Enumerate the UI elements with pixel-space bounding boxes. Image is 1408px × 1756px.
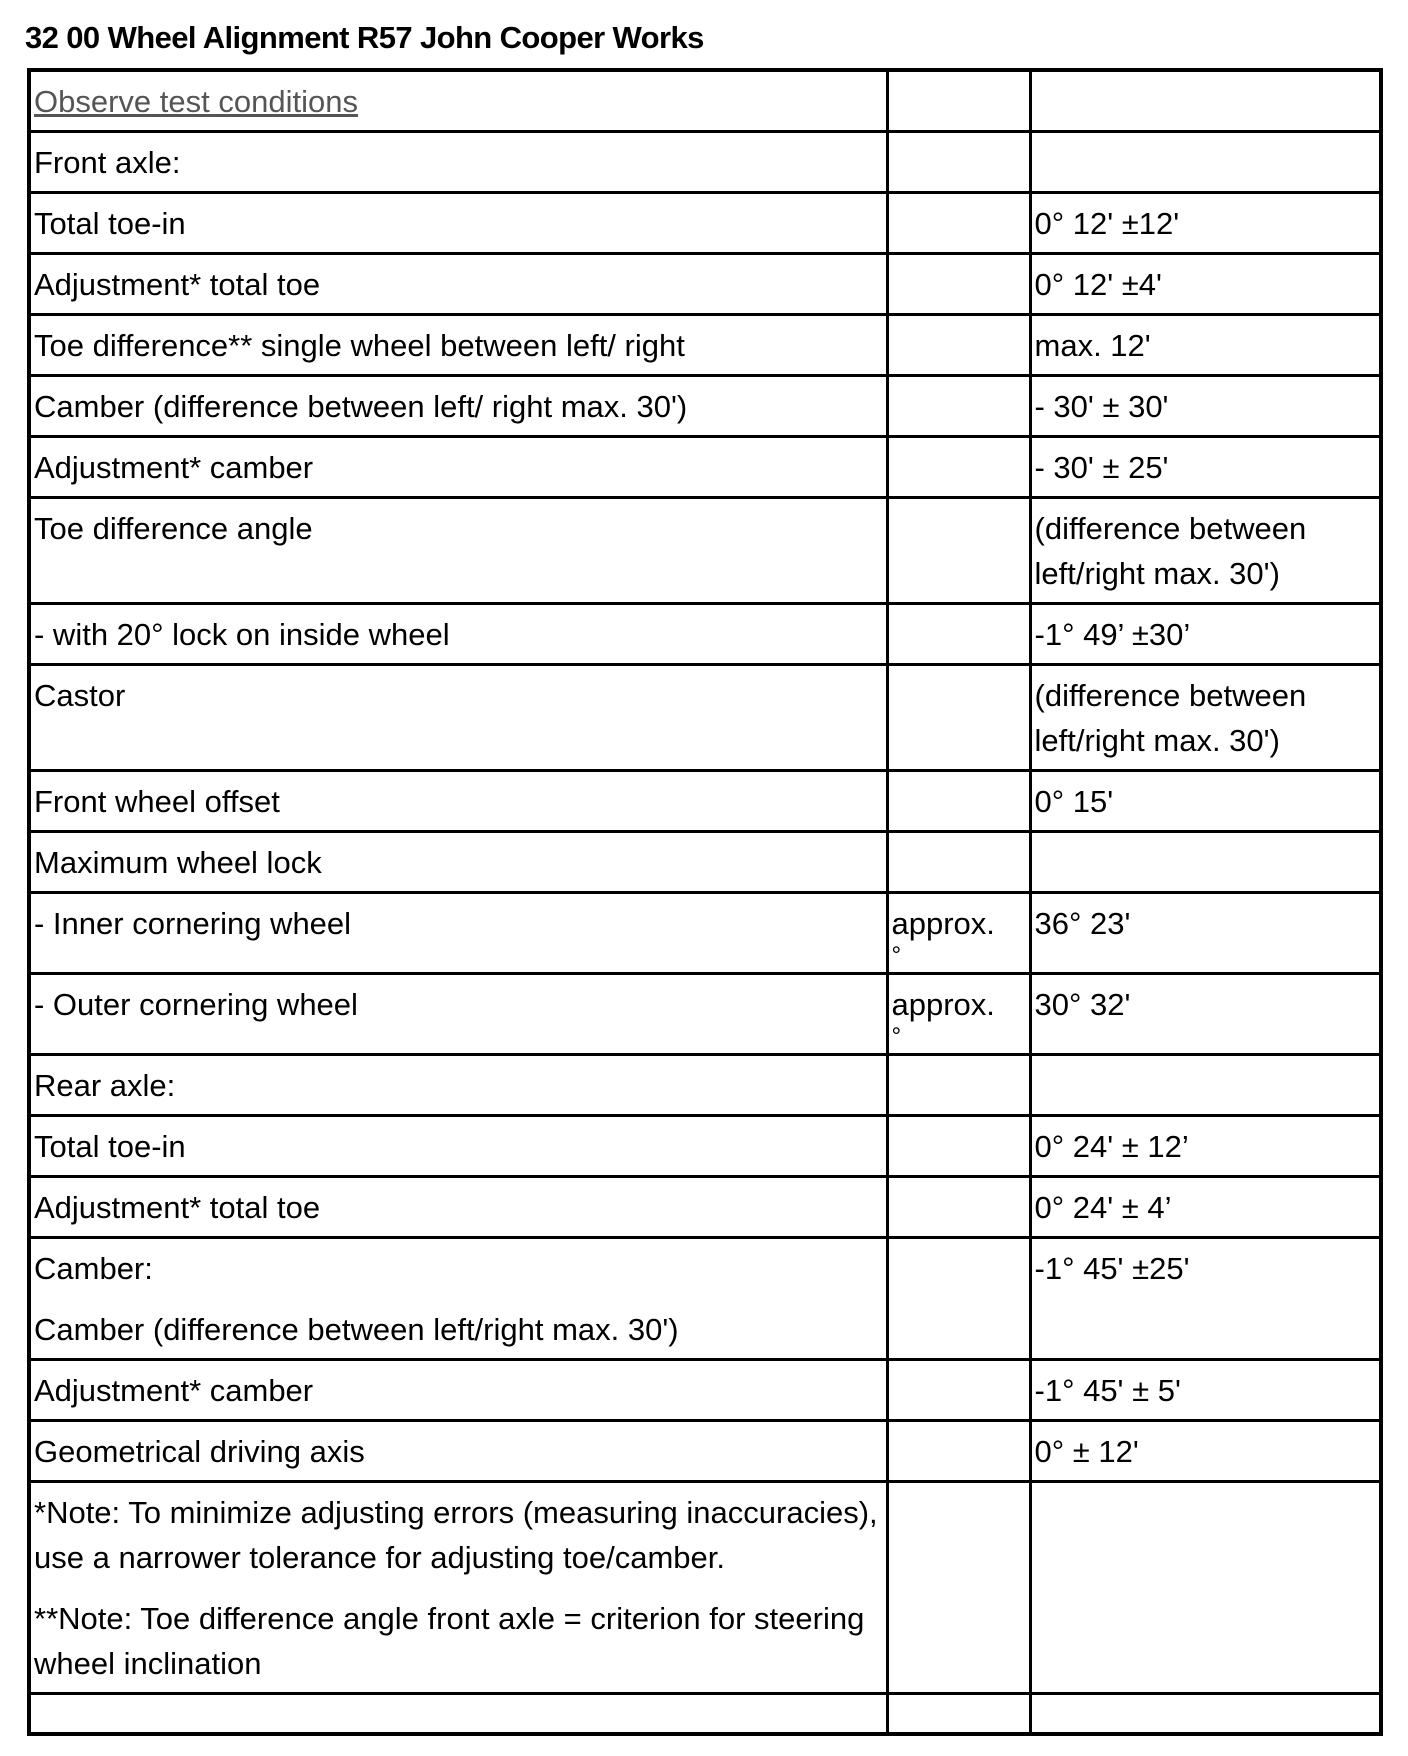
value-cell: -1° 45' ±25' [1030, 1238, 1381, 1360]
value-cell: 0° 12' ±4' [1030, 254, 1381, 315]
table-row [29, 498, 1381, 604]
label-cell: Maximum wheel lock [29, 832, 887, 893]
approx-text: approx. [891, 906, 995, 941]
value-cell: max. 12' [1030, 315, 1381, 376]
approx-cell [887, 1482, 1030, 1694]
label-cell: Camber (difference between left/ right max. 30') [29, 376, 887, 437]
notes-cell [29, 1482, 887, 1694]
value-cell: (difference between left/right max. 30') [1030, 665, 1381, 771]
camber-heading: Camber: [34, 1251, 153, 1286]
value-cell [1030, 1055, 1381, 1116]
label-cell: Front wheel offset [29, 771, 887, 832]
approx-cell [887, 254, 1030, 315]
table-row [29, 1055, 1381, 1116]
table-row [29, 1694, 1381, 1734]
note-minimize-errors: *Note: To minimize adjusting errors (measuring inaccuracies), use a narrower tolerance for adjusting toe/camber. [34, 1495, 878, 1575]
table-row [29, 254, 1381, 315]
table-row [29, 1177, 1381, 1238]
table-row [29, 315, 1381, 376]
table-row [29, 1360, 1381, 1421]
label-cell: Geometrical driving axis [29, 1421, 887, 1482]
table-row [29, 70, 1381, 132]
label-cell [29, 1694, 887, 1734]
approx-cell [887, 498, 1030, 604]
label-cell: Adjustment* camber [29, 1360, 887, 1421]
approx-cell [887, 315, 1030, 376]
degree-symbol: ° [891, 1023, 902, 1050]
label-cell: Adjustment* camber [29, 437, 887, 498]
table-row [29, 832, 1381, 893]
value-cell [1030, 832, 1381, 893]
camber-difference-label: Camber (difference between left/right max. 30') [34, 1312, 679, 1347]
approx-cell [887, 1238, 1030, 1360]
table-row [29, 132, 1381, 193]
approx-text: approx. [891, 987, 995, 1022]
label-cell: Adjustment* total toe [29, 254, 887, 315]
label-cell: - with 20° lock on inside wheel [29, 604, 887, 665]
approx-cell [887, 437, 1030, 498]
label-cell: Castor [29, 665, 887, 771]
label-cell: Rear axle: [29, 1055, 887, 1116]
value-cell: 0° 15' [1030, 771, 1381, 832]
observe-test-conditions-link[interactable]: Observe test conditions [34, 84, 358, 119]
approx-cell [887, 1116, 1030, 1177]
approx-cell [887, 1694, 1030, 1734]
note-toe-difference: **Note: Toe difference angle front axle = criterion for steering wheel inclination [34, 1601, 865, 1681]
approx-cell [887, 376, 1030, 437]
value-cell [1030, 70, 1381, 132]
table-row [29, 1482, 1381, 1694]
label-cell: Toe difference angle [29, 498, 887, 604]
table-row [29, 193, 1381, 254]
table-row [29, 974, 1381, 1055]
table-row [29, 1238, 1381, 1360]
value-cell: 0° 24' ± 4’ [1030, 1177, 1381, 1238]
table-row [29, 1116, 1381, 1177]
value-cell [1030, 1482, 1381, 1694]
label-cell: Total toe-in [29, 193, 887, 254]
approx-cell [887, 974, 1030, 1055]
approx-cell [887, 771, 1030, 832]
table-row [29, 771, 1381, 832]
document-title: 32 00 Wheel Alignment R57 John Cooper Works [25, 20, 704, 55]
approx-cell [887, 1055, 1030, 1116]
table-row [29, 665, 1381, 771]
value-cell [1030, 132, 1381, 193]
label-cell: - Outer cornering wheel [29, 974, 887, 1055]
degree-symbol: ° [891, 942, 902, 969]
label-cell [29, 70, 887, 132]
approx-cell [887, 132, 1030, 193]
value-cell: 0° 24' ± 12’ [1030, 1116, 1381, 1177]
wheel-alignment-table [27, 68, 1383, 1736]
table-row [29, 376, 1381, 437]
approx-cell [887, 1177, 1030, 1238]
value-cell: - 30' ± 30' [1030, 376, 1381, 437]
label-cell [29, 1238, 887, 1360]
table-row [29, 604, 1381, 665]
value-cell [1030, 1694, 1381, 1734]
approx-cell [887, 832, 1030, 893]
approx-cell [887, 1421, 1030, 1482]
label-cell: Adjustment* total toe [29, 1177, 887, 1238]
table-row [29, 1421, 1381, 1482]
label-cell: Total toe-in [29, 1116, 887, 1177]
value-cell: 36° 23' [1030, 893, 1381, 974]
value-cell: 0° 12' ±12' [1030, 193, 1381, 254]
value-cell: -1° 45' ± 5' [1030, 1360, 1381, 1421]
value-cell: (difference between left/right max. 30') [1030, 498, 1381, 604]
value-cell: 0° ± 12' [1030, 1421, 1381, 1482]
table-row [29, 893, 1381, 974]
label-cell: Front axle: [29, 132, 887, 193]
label-cell: - Inner cornering wheel [29, 893, 887, 974]
approx-cell [887, 193, 1030, 254]
label-cell: Toe difference** single wheel between left/ right [29, 315, 887, 376]
approx-cell [887, 604, 1030, 665]
value-cell: - 30' ± 25' [1030, 437, 1381, 498]
approx-cell [887, 665, 1030, 771]
approx-cell [887, 70, 1030, 132]
value-cell: -1° 49’ ±30’ [1030, 604, 1381, 665]
value-cell: 30° 32' [1030, 974, 1381, 1055]
approx-cell [887, 893, 1030, 974]
table-row [29, 437, 1381, 498]
approx-cell [887, 1360, 1030, 1421]
